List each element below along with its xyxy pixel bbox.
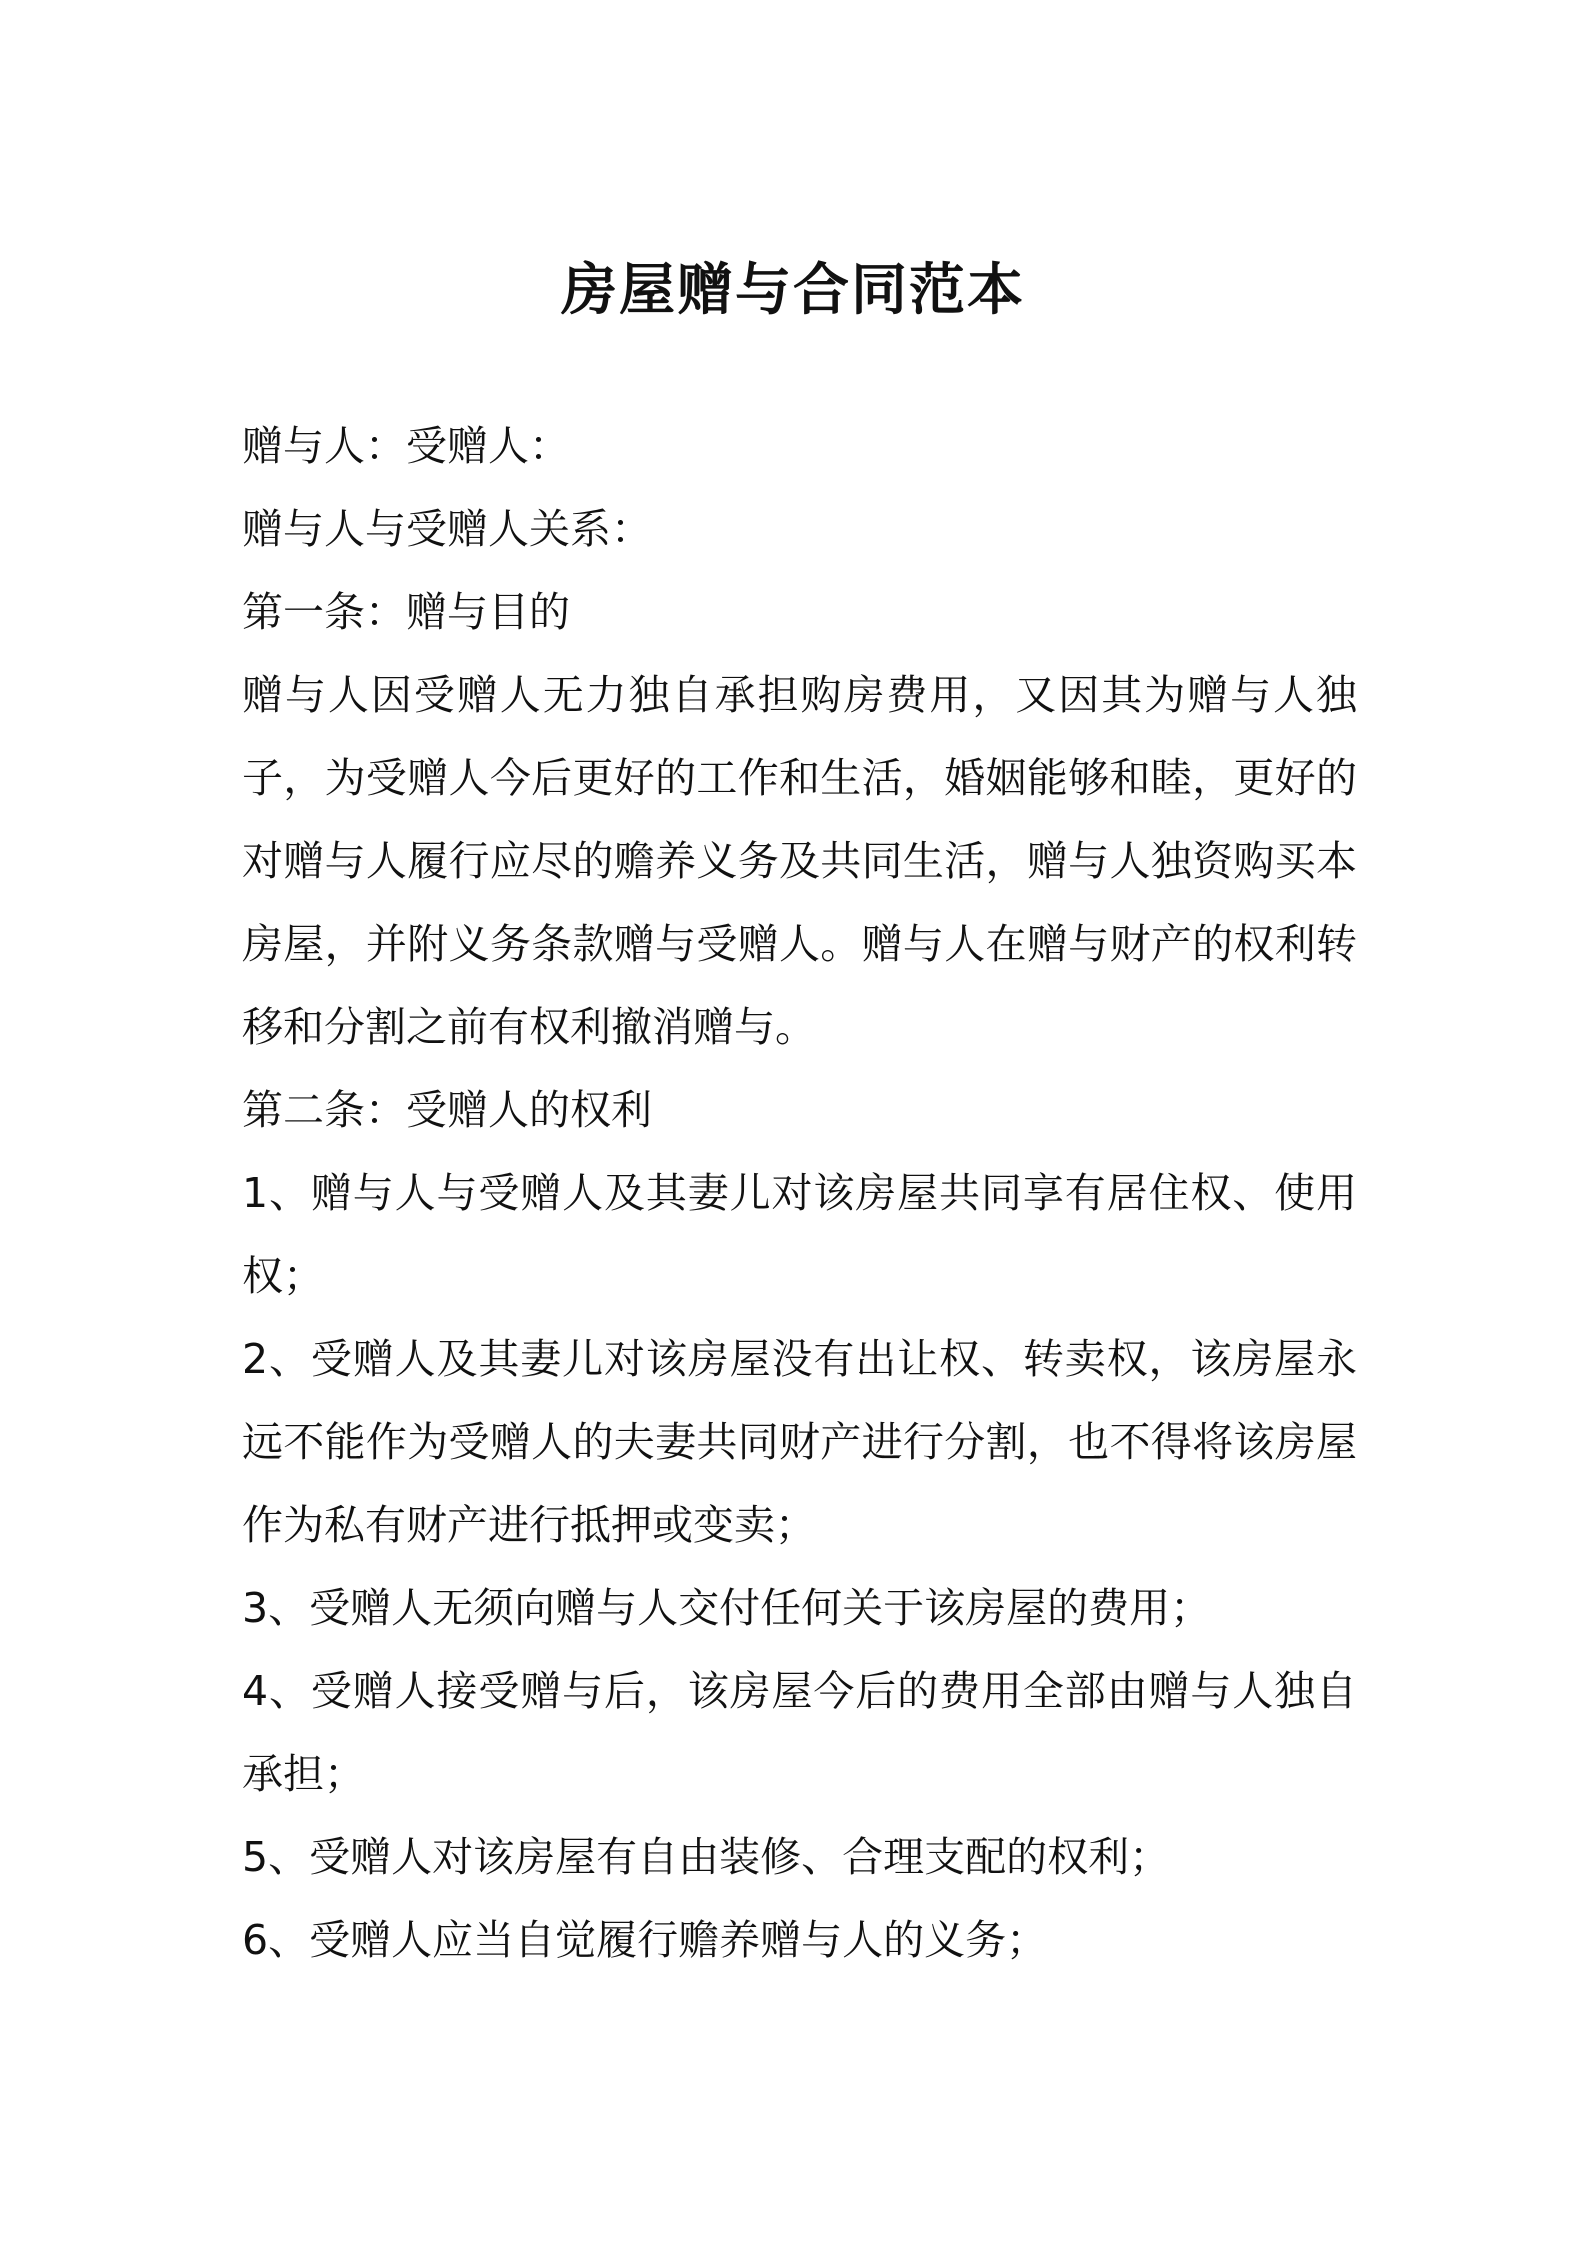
document-body [242,405,1357,1982]
article-2-item-6: 6、受赠人应当自觉履行赡养赠与人的义务； [242,1916,1048,1964]
article-2-item-1: 1、赠与人与受赠人及其妻儿对该房屋共同享有居住权、使用权； [242,1169,1357,1300]
article-2-item-5: 5、受赠人对该房屋有自由装修、合理支配的权利； [242,1833,1171,1881]
article-2-item-4: 4、受赠人接受赠与后，该房屋今后的费用全部由赠与人独自承担； [242,1667,1357,1798]
document-title: 房屋赠与合同范本 [561,258,1025,323]
article-2-item-2: 2、受赠人及其妻儿对该房屋没有出让权、转卖权，该房屋永远不能作为受赠人的夫妻共同财产进行分割，也不得将该房屋作为私有财产进行抵押或变卖； [242,1335,1357,1549]
article-2-item-3: 3、受赠人无须向赠与人交付任何关于该房屋的费用； [242,1584,1212,1632]
article-2-heading: 第二条：受赠人的权利 [242,1086,652,1134]
article-1-heading: 第一条：赠与目的 [242,588,570,636]
relationship-line: 赠与人与受赠人关系： [242,505,652,553]
article-1-text: 赠与人因受赠人无力独自承担购房费用，又因其为赠与人独子，为受赠人今后更好的工作和生活，婚姻能够和睦，更好的对赠与人履行应尽的赡养义务及共同生活，赠与人独资购买本房屋，并附义务条款赠与受赠人。赠与人在赠与财产的权利转移和分割之前有权利撤消赠与。 [242,671,1357,1051]
donor-donee-line: 赠与人：受赠人： [242,422,570,470]
